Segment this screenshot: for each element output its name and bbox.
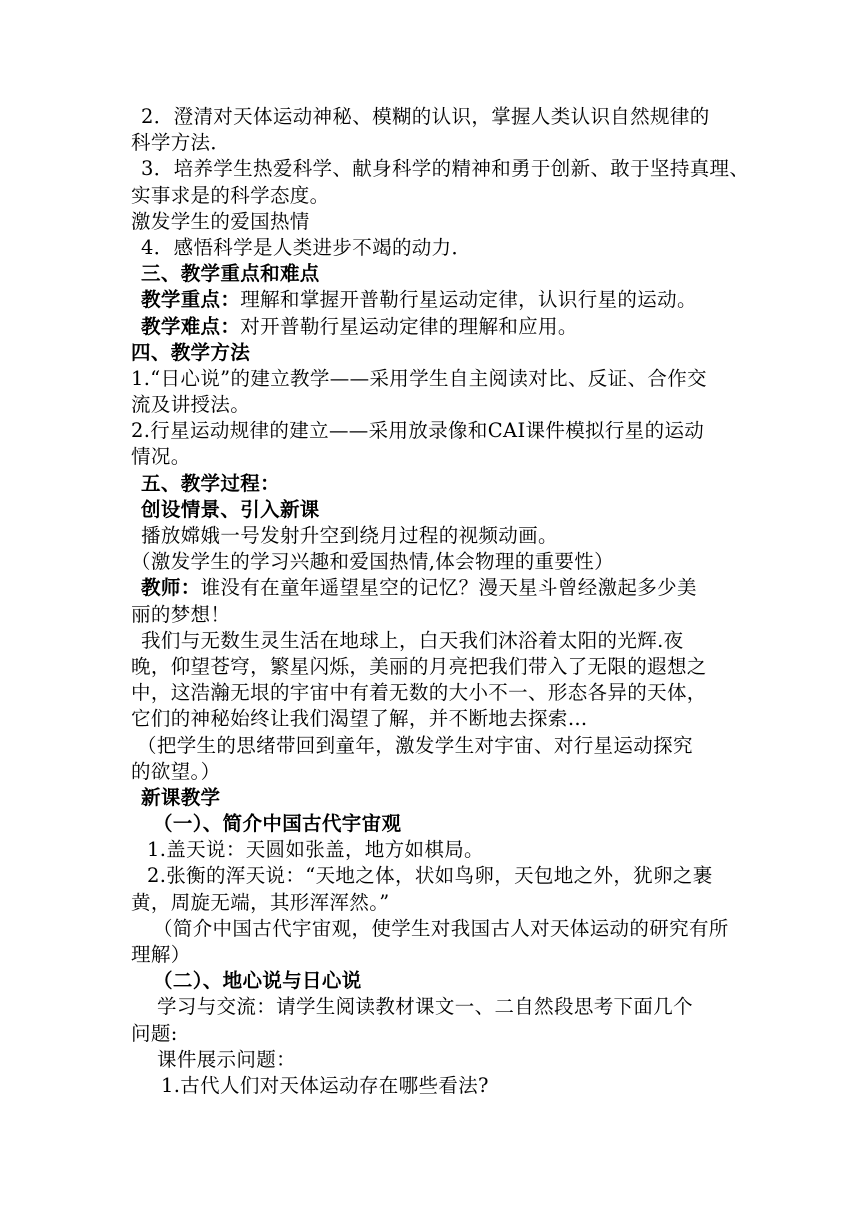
text-line: 2.行星运动规律的建立——采用放录像和CAI课件模拟行星的运动 bbox=[131, 419, 705, 443]
text-line: 晚，仰望苍穹，繁星闪烁，美丽的月亮把我们带入了无限的遐想之 bbox=[131, 654, 707, 678]
subsection-heading: （一）、简介中国古代宇宙观 bbox=[153, 812, 402, 836]
text-line: 我们与无数生灵生活在地球上，白天我们沐浴着太阳的光辉.夜 bbox=[141, 628, 684, 652]
text-line: （简介中国古代宇宙观，使学生对我国古人对天体运动的研究有所 bbox=[153, 916, 729, 940]
text-line: 1.“日心说”的建立教学——采用学生自主阅读对比、反证、合作交 bbox=[131, 366, 707, 390]
section-heading: 五、教学过程： bbox=[141, 471, 280, 495]
teacher-label: 教师： bbox=[141, 576, 201, 600]
text-line: 黄，周旋无端，其形浑浑然。” bbox=[131, 890, 390, 914]
subsection-heading: 新课教学 bbox=[141, 785, 221, 809]
text-line: 理解） bbox=[131, 943, 191, 966]
text-line bbox=[131, 575, 735, 601]
teacher-text: 谁没有在童年遥望星空的记忆？漫天星斗曾经激起多少美 bbox=[200, 576, 697, 600]
text-line: 它们的神秘始终让我们渴望了解，并不断地去探索… bbox=[131, 707, 588, 731]
text-line: （把学生的思绪带回到童年，激发学生对宇宙、对行星运动探究 bbox=[137, 733, 693, 757]
text-line: 丽的梦想！ bbox=[131, 602, 231, 626]
text-line: 3．培养学生热爱科学、献身科学的精神和勇于创新、敢于坚持真理、 bbox=[141, 157, 750, 181]
text-line: 科学方法． bbox=[131, 131, 231, 155]
text-line: 激发学生的爱国热情 bbox=[131, 209, 310, 233]
text-line: 问题: bbox=[131, 1021, 178, 1045]
text-line: 中，这浩瀚无垠的宇宙中有着无数的大小不一、形态各异的天体， bbox=[131, 681, 707, 705]
subsection-heading: 创设情景、引入新课 bbox=[141, 497, 320, 521]
difficulty-text: 对开普勒行星运动定律的理解和应用。 bbox=[240, 314, 578, 338]
text-line: 的欲望。） bbox=[131, 759, 221, 783]
difficulty-label: 教学难点： bbox=[141, 314, 241, 338]
key-point-label: 教学重点： bbox=[141, 288, 241, 312]
text-line: 情况。 bbox=[131, 445, 191, 469]
text-line: 1.盖天说：天圆如张盖，地方如棋局。 bbox=[147, 838, 484, 862]
text-line: 学习与交流：请学生阅读教材课文一、二自然段思考下面几个 bbox=[157, 995, 693, 1019]
key-point-text: 理解和掌握开普勒行星运动定律，认识行星的运动。 bbox=[240, 288, 697, 312]
section-heading: 四、教学方法 bbox=[131, 340, 251, 364]
text-line: 2．澄清对天体运动神秘、模糊的认识，掌握人类认识自然规律的 bbox=[141, 105, 710, 128]
text-line: 1.古代人们对天体运动存在哪些看法? bbox=[161, 1073, 489, 1097]
text-line: 播放嫦娥一号发射升空到绕月过程的视频动画。 bbox=[141, 524, 558, 547]
document-page bbox=[131, 104, 750, 1099]
section-heading: 三、教学重点和难点 bbox=[141, 262, 320, 286]
subsection-heading: （二）、地心说与日心说 bbox=[153, 969, 362, 993]
text-line: 流及讲授法。 bbox=[131, 393, 251, 417]
text-line: （激发学生的学习兴趣和爱国热情,体会物理的重要性） bbox=[131, 550, 614, 574]
text-line: 课件展示问题： bbox=[157, 1047, 296, 1071]
text-line bbox=[131, 314, 735, 340]
text-line: 实事求是的科学态度。 bbox=[131, 183, 330, 207]
text-line: 4．感悟科学是人类进步不竭的动力． bbox=[141, 235, 472, 259]
text-line: 2.张衡的浑天说：“天地之体，状如鸟卵，天包地之外，犹卵之裹 bbox=[147, 864, 713, 888]
text-line bbox=[131, 287, 735, 313]
